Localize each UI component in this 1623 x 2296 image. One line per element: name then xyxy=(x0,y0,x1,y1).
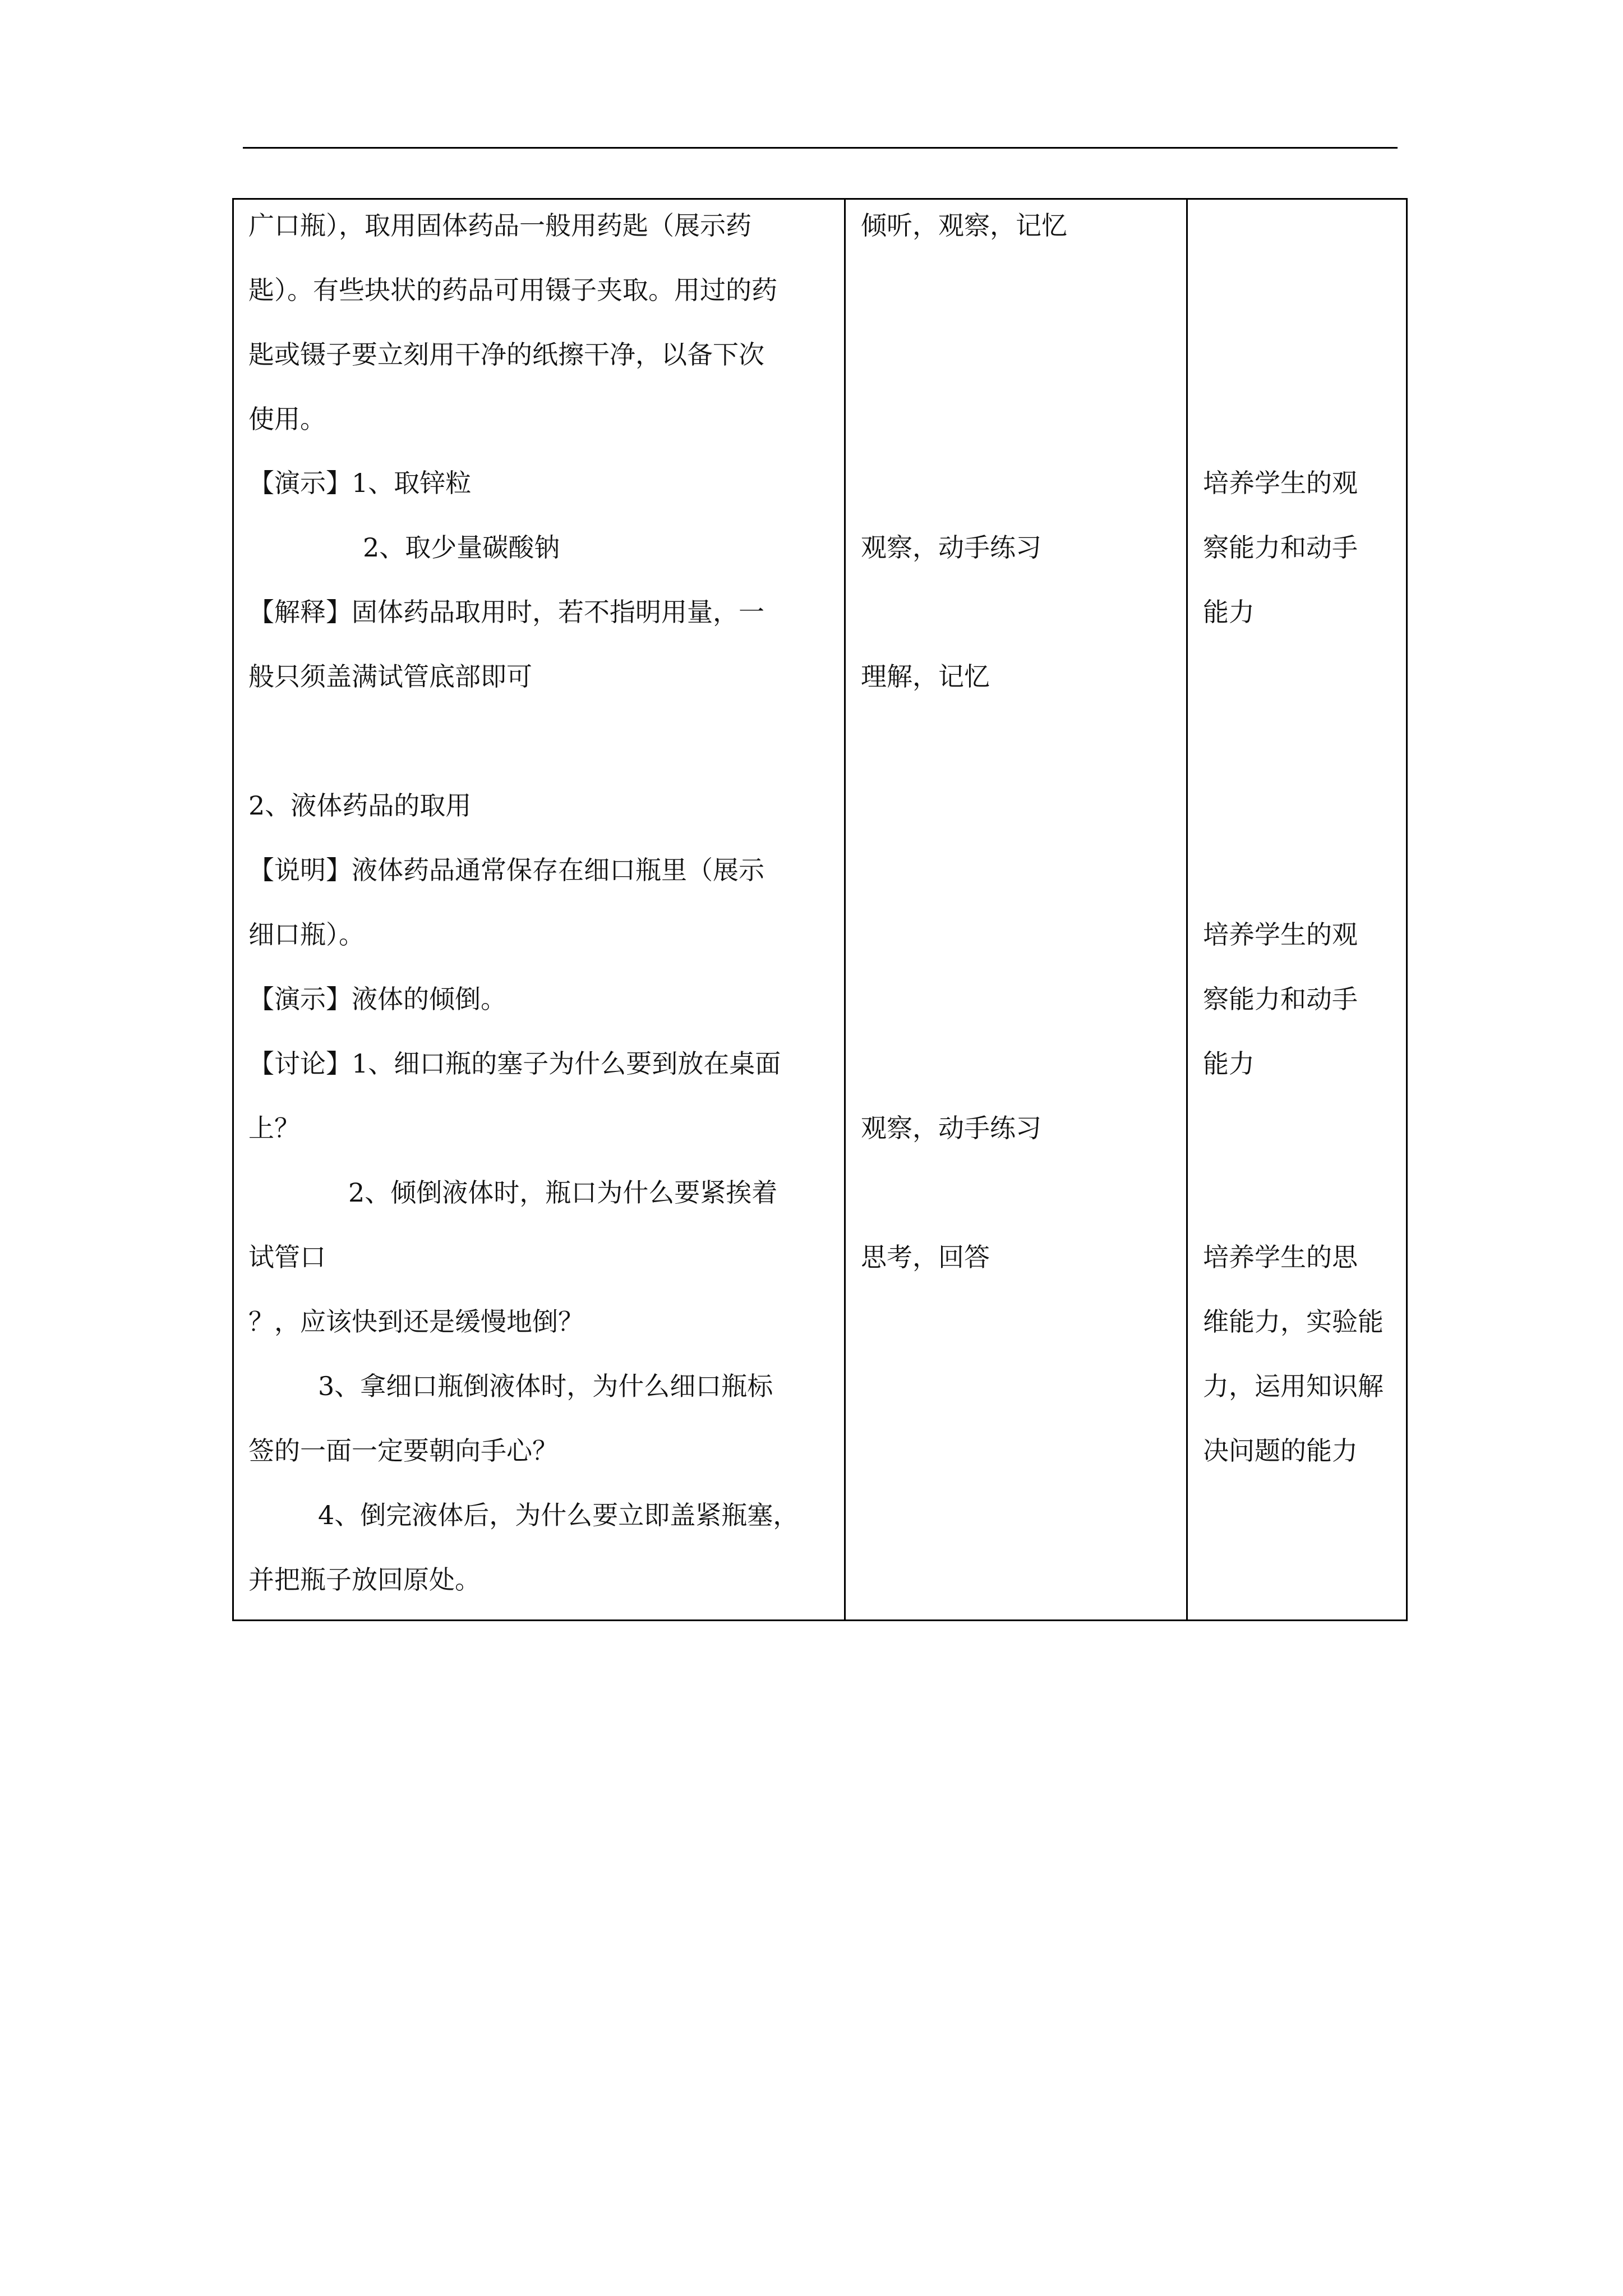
design-intent-line: 能力 xyxy=(1203,597,1255,627)
teacher-activity-line: 细口瓶）。 xyxy=(248,919,365,950)
teacher-activity-line: 般只须盖满试管底部即可 xyxy=(248,661,532,692)
teacher-activity-line: 广口瓶），取用固体药品一般用药匙（展示药 xyxy=(248,210,751,241)
student-activity-line: 思考，回答 xyxy=(861,1242,990,1272)
design-intent-line: 察能力和动手 xyxy=(1203,532,1358,563)
design-intent-line: 力，运用知识解 xyxy=(1203,1371,1384,1401)
design-intent-line: 决问题的能力 xyxy=(1203,1435,1358,1466)
student-activity-line: 观察，动手练习 xyxy=(861,532,1041,563)
design-intent-line: 察能力和动手 xyxy=(1203,984,1358,1014)
design-intent-line: 培养学生的思 xyxy=(1203,1242,1358,1272)
teacher-activity-line: 2、液体药品的取用 xyxy=(248,790,472,821)
teacher-activity-line: 【解释】固体药品取用时，若不指明用量，一 xyxy=(248,597,764,627)
student-activity-line: 观察，动手练习 xyxy=(861,1113,1041,1143)
teacher-activity-line: 匙或镊子要立刻用干净的纸擦干净，以备下次 xyxy=(248,339,764,370)
student-activity-line: 理解，记忆 xyxy=(861,661,990,692)
teacher-activity-line: 【讨论】1、细口瓶的塞子为什么要到放在桌面 xyxy=(248,1048,781,1079)
teacher-activity-line: 上？ xyxy=(248,1113,300,1143)
teacher-activity-line: 【演示】1、取锌粒 xyxy=(248,468,472,498)
teacher-activity-line: 签的一面一定要朝向手心？ xyxy=(248,1435,558,1466)
teacher-activity-line: 并把瓶子放回原处。 xyxy=(248,1565,481,1595)
lesson-table xyxy=(232,198,1408,1621)
design-intent-line: 培养学生的观 xyxy=(1203,919,1358,950)
teacher-activity-line: 2、取少量碳酸钠 xyxy=(363,532,560,563)
teacher-activity-line: 【说明】液体药品通常保存在细口瓶里（展示 xyxy=(248,855,764,885)
column-divider xyxy=(844,200,846,1619)
teacher-activity-line: 匙）。有些块状的药品可用镊子夹取。用过的药 xyxy=(248,275,777,305)
student-activity-line: 倾听，观察，记忆 xyxy=(861,210,1067,241)
teacher-activity-line: 使用。 xyxy=(248,404,326,434)
design-intent-line: 能力 xyxy=(1203,1048,1255,1079)
teacher-activity-line: 试管口 xyxy=(248,1242,326,1272)
design-intent-line: 维能力，实验能 xyxy=(1203,1306,1384,1337)
teacher-activity-line: 【演示】液体的倾倒。 xyxy=(248,984,506,1014)
teacher-activity-line: ？，应该快到还是缓慢地倒？ xyxy=(248,1306,584,1337)
header-rule xyxy=(243,147,1398,149)
teacher-activity-line: 4、倒完液体后，为什么要立即盖紧瓶塞， xyxy=(318,1500,799,1530)
column-divider xyxy=(1186,200,1188,1619)
design-intent-line: 培养学生的观 xyxy=(1203,468,1358,498)
teacher-activity-line: 2、倾倒液体时，瓶口为什么要紧挨着 xyxy=(348,1177,778,1208)
teacher-activity-line: 3、拿细口瓶倒液体时，为什么细口瓶标 xyxy=(318,1371,773,1401)
